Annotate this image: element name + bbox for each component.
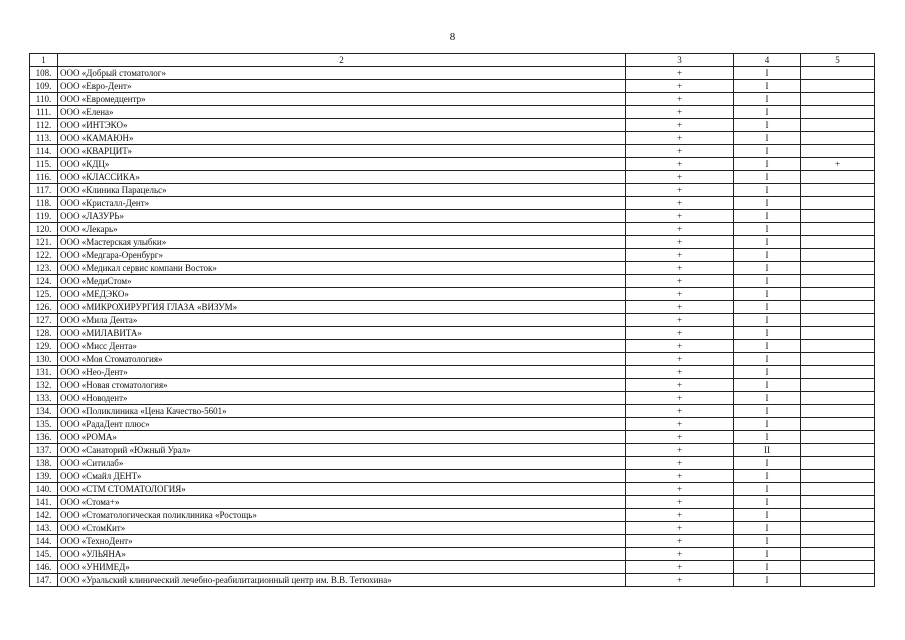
column-5-mark-cell xyxy=(801,249,875,262)
row-number-cell: 128. xyxy=(30,327,58,340)
page-number: 8 xyxy=(449,31,456,43)
row-number-cell: 112. xyxy=(30,119,58,132)
column-3-mark-cell: + xyxy=(626,327,734,340)
row-number-cell: 133. xyxy=(30,392,58,405)
header-row xyxy=(30,54,875,67)
row-number-cell: 118. xyxy=(30,197,58,210)
column-4-category-cell: I xyxy=(734,418,801,431)
table-row xyxy=(30,483,875,496)
column-header-4: 4 xyxy=(734,54,801,67)
column-3-mark-cell: + xyxy=(626,444,734,457)
column-4-category-cell: I xyxy=(734,210,801,223)
row-number-cell: 117. xyxy=(30,184,58,197)
column-3-mark-cell: + xyxy=(626,236,734,249)
organization-name-cell: ООО «МЕДЭКО» xyxy=(58,288,626,301)
row-number-cell: 126. xyxy=(30,301,58,314)
column-3-mark-cell: + xyxy=(626,80,734,93)
table-row xyxy=(30,561,875,574)
table-row xyxy=(30,132,875,145)
column-4-category-cell: I xyxy=(734,509,801,522)
column-4-category-cell: I xyxy=(734,561,801,574)
table-row xyxy=(30,210,875,223)
table-row xyxy=(30,353,875,366)
column-3-mark-cell: + xyxy=(626,392,734,405)
table-row xyxy=(30,509,875,522)
table-row xyxy=(30,314,875,327)
column-3-mark-cell: + xyxy=(626,67,734,80)
organization-name-cell: ООО «Мила Дента» xyxy=(58,314,626,327)
organization-name-cell: ООО «КАМАЮН» xyxy=(58,132,626,145)
column-5-mark-cell xyxy=(801,145,875,158)
column-5-mark-cell xyxy=(801,483,875,496)
column-3-mark-cell: + xyxy=(626,301,734,314)
column-3-mark-cell: + xyxy=(626,418,734,431)
column-4-category-cell: I xyxy=(734,431,801,444)
row-number-cell: 135. xyxy=(30,418,58,431)
organization-name-cell: ООО «УЛЬЯНА» xyxy=(58,548,626,561)
column-5-mark-cell xyxy=(801,301,875,314)
table-row xyxy=(30,379,875,392)
column-4-category-cell: I xyxy=(734,132,801,145)
column-5-mark-cell xyxy=(801,327,875,340)
organization-name-cell: ООО «Нео-Дент» xyxy=(58,366,626,379)
column-4-category-cell: I xyxy=(734,249,801,262)
organization-name-cell: ООО «УНИМЕД» xyxy=(58,561,626,574)
organization-name-cell: ООО «Уральский клинический лечебно-реабилитационный центр им. В.В. Тетюхина» xyxy=(58,574,626,587)
row-number-cell: 132. xyxy=(30,379,58,392)
column-3-mark-cell: + xyxy=(626,366,734,379)
organization-name-cell: ООО «Новая стоматология» xyxy=(58,379,626,392)
column-3-mark-cell: + xyxy=(626,262,734,275)
column-4-category-cell: I xyxy=(734,405,801,418)
row-number-cell: 137. xyxy=(30,444,58,457)
table-row xyxy=(30,236,875,249)
column-5-mark-cell xyxy=(801,535,875,548)
column-3-mark-cell: + xyxy=(626,535,734,548)
organization-name-cell: ООО «Стома+» xyxy=(58,496,626,509)
column-4-category-cell: I xyxy=(734,535,801,548)
row-number-cell: 136. xyxy=(30,431,58,444)
column-4-category-cell: I xyxy=(734,470,801,483)
column-5-mark-cell xyxy=(801,366,875,379)
table-row xyxy=(30,470,875,483)
column-5-mark-cell xyxy=(801,288,875,301)
row-number-cell: 116. xyxy=(30,171,58,184)
row-number-cell: 130. xyxy=(30,353,58,366)
column-4-category-cell: II xyxy=(734,444,801,457)
column-4-category-cell: I xyxy=(734,379,801,392)
row-number-cell: 120. xyxy=(30,223,58,236)
organization-name-cell: ООО «Санаторий «Южный Урал» xyxy=(58,444,626,457)
table-row xyxy=(30,522,875,535)
organization-name-cell: ООО «Кристалл-Дент» xyxy=(58,197,626,210)
column-3-mark-cell: + xyxy=(626,288,734,301)
table-row xyxy=(30,288,875,301)
column-3-mark-cell: + xyxy=(626,275,734,288)
column-5-mark-cell xyxy=(801,106,875,119)
organization-name-cell: ООО «Смайл ДЕНТ» xyxy=(58,470,626,483)
row-number-cell: 142. xyxy=(30,509,58,522)
column-4-category-cell: I xyxy=(734,223,801,236)
column-5-mark-cell: + xyxy=(801,158,875,171)
organization-name-cell: ООО «ИНТЭКО» xyxy=(58,119,626,132)
row-number-cell: 119. xyxy=(30,210,58,223)
column-4-category-cell: I xyxy=(734,340,801,353)
table-row xyxy=(30,535,875,548)
column-3-mark-cell: + xyxy=(626,379,734,392)
table-row xyxy=(30,67,875,80)
column-5-mark-cell xyxy=(801,223,875,236)
column-5-mark-cell xyxy=(801,67,875,80)
row-number-cell: 134. xyxy=(30,405,58,418)
column-4-category-cell: I xyxy=(734,366,801,379)
organization-name-cell: ООО «Елена» xyxy=(58,106,626,119)
row-number-cell: 123. xyxy=(30,262,58,275)
column-4-category-cell: I xyxy=(734,353,801,366)
column-5-mark-cell xyxy=(801,93,875,106)
column-4-category-cell: I xyxy=(734,262,801,275)
table-row xyxy=(30,223,875,236)
column-4-category-cell: I xyxy=(734,93,801,106)
table-row xyxy=(30,106,875,119)
column-4-category-cell: I xyxy=(734,288,801,301)
table-row xyxy=(30,444,875,457)
table-row xyxy=(30,431,875,444)
organization-name-cell: ООО «Стоматологическая поликлиника «Ростощь» xyxy=(58,509,626,522)
table-row xyxy=(30,249,875,262)
table-row xyxy=(30,158,875,171)
column-4-category-cell: I xyxy=(734,574,801,587)
column-4-category-cell: I xyxy=(734,301,801,314)
row-number-cell: 125. xyxy=(30,288,58,301)
column-4-category-cell: I xyxy=(734,184,801,197)
column-5-mark-cell xyxy=(801,509,875,522)
row-number-cell: 111. xyxy=(30,106,58,119)
row-number-cell: 141. xyxy=(30,496,58,509)
row-number-cell: 121. xyxy=(30,236,58,249)
column-4-category-cell: I xyxy=(734,106,801,119)
column-5-mark-cell xyxy=(801,353,875,366)
organization-name-cell: ООО «СТМ СТОМАТОЛОГИЯ» xyxy=(58,483,626,496)
column-4-category-cell: I xyxy=(734,496,801,509)
column-5-mark-cell xyxy=(801,171,875,184)
column-5-mark-cell xyxy=(801,262,875,275)
column-5-mark-cell xyxy=(801,132,875,145)
column-5-mark-cell xyxy=(801,210,875,223)
column-5-mark-cell xyxy=(801,392,875,405)
column-4-category-cell: I xyxy=(734,197,801,210)
column-3-mark-cell: + xyxy=(626,483,734,496)
registry-table xyxy=(29,53,875,587)
row-number-cell: 145. xyxy=(30,548,58,561)
row-number-cell: 114. xyxy=(30,145,58,158)
table-row xyxy=(30,392,875,405)
row-number-cell: 147. xyxy=(30,574,58,587)
column-4-category-cell: I xyxy=(734,275,801,288)
organization-name-cell: ООО «Ситилаб» xyxy=(58,457,626,470)
column-3-mark-cell: + xyxy=(626,574,734,587)
row-number-cell: 138. xyxy=(30,457,58,470)
column-5-mark-cell xyxy=(801,340,875,353)
table-row xyxy=(30,171,875,184)
table-row xyxy=(30,327,875,340)
column-5-mark-cell xyxy=(801,496,875,509)
column-4-category-cell: I xyxy=(734,457,801,470)
organization-name-cell: ООО «Поликлиника «Цена Качество-5601» xyxy=(58,405,626,418)
column-3-mark-cell: + xyxy=(626,106,734,119)
table-row xyxy=(30,93,875,106)
organization-name-cell: ООО «МедиСтом» xyxy=(58,275,626,288)
column-3-mark-cell: + xyxy=(626,431,734,444)
organization-name-cell: ООО «Евромедцентр» xyxy=(58,93,626,106)
column-3-mark-cell: + xyxy=(626,145,734,158)
row-number-cell: 129. xyxy=(30,340,58,353)
organization-name-cell: ООО «Мастерская улыбки» xyxy=(58,236,626,249)
organization-name-cell: ООО «КЛАССИКА» xyxy=(58,171,626,184)
table-row xyxy=(30,574,875,587)
column-5-mark-cell xyxy=(801,444,875,457)
organization-name-cell: ООО «Лекарь» xyxy=(58,223,626,236)
column-4-category-cell: I xyxy=(734,392,801,405)
column-5-mark-cell xyxy=(801,184,875,197)
column-5-mark-cell xyxy=(801,119,875,132)
column-3-mark-cell: + xyxy=(626,496,734,509)
column-5-mark-cell xyxy=(801,405,875,418)
column-4-category-cell: I xyxy=(734,522,801,535)
row-number-cell: 113. xyxy=(30,132,58,145)
column-4-category-cell: I xyxy=(734,119,801,132)
table-row xyxy=(30,119,875,132)
table-row xyxy=(30,262,875,275)
column-5-mark-cell xyxy=(801,548,875,561)
column-3-mark-cell: + xyxy=(626,158,734,171)
column-3-mark-cell: + xyxy=(626,509,734,522)
row-number-cell: 127. xyxy=(30,314,58,327)
organization-name-cell: ООО «МИКРОХИРУРГИЯ ГЛАЗА «ВИЗУМ» xyxy=(58,301,626,314)
column-4-category-cell: I xyxy=(734,145,801,158)
organization-name-cell: ООО «ЛАЗУРЬ» xyxy=(58,210,626,223)
column-3-mark-cell: + xyxy=(626,197,734,210)
organization-name-cell: ООО «Мисс Дента» xyxy=(58,340,626,353)
column-3-mark-cell: + xyxy=(626,405,734,418)
organization-name-cell: ООО «МИЛАВИТА» xyxy=(58,327,626,340)
column-4-category-cell: I xyxy=(734,548,801,561)
column-header-1: 1 xyxy=(30,54,58,67)
column-5-mark-cell xyxy=(801,80,875,93)
table-row xyxy=(30,418,875,431)
table-row xyxy=(30,197,875,210)
row-number-cell: 109. xyxy=(30,80,58,93)
organization-name-cell: ООО «ТехноДент» xyxy=(58,535,626,548)
column-4-category-cell: I xyxy=(734,483,801,496)
organization-name-cell: ООО «КВАРЦИТ» xyxy=(58,145,626,158)
column-3-mark-cell: + xyxy=(626,132,734,145)
column-header-5: 5 xyxy=(801,54,875,67)
organization-name-cell: ООО «РОМА» xyxy=(58,431,626,444)
column-5-mark-cell xyxy=(801,275,875,288)
organization-name-cell: ООО «Медикал сервис компани Восток» xyxy=(58,262,626,275)
column-4-category-cell: I xyxy=(734,158,801,171)
column-3-mark-cell: + xyxy=(626,249,734,262)
column-3-mark-cell: + xyxy=(626,171,734,184)
column-3-mark-cell: + xyxy=(626,210,734,223)
row-number-cell: 144. xyxy=(30,535,58,548)
column-3-mark-cell: + xyxy=(626,223,734,236)
row-number-cell: 146. xyxy=(30,561,58,574)
row-number-cell: 139. xyxy=(30,470,58,483)
row-number-cell: 122. xyxy=(30,249,58,262)
column-header-2: 2 xyxy=(58,54,626,67)
table-row xyxy=(30,301,875,314)
column-5-mark-cell xyxy=(801,522,875,535)
column-5-mark-cell xyxy=(801,236,875,249)
row-number-cell: 140. xyxy=(30,483,58,496)
column-5-mark-cell xyxy=(801,314,875,327)
column-4-category-cell: I xyxy=(734,327,801,340)
column-3-mark-cell: + xyxy=(626,548,734,561)
column-3-mark-cell: + xyxy=(626,561,734,574)
column-5-mark-cell xyxy=(801,418,875,431)
column-3-mark-cell: + xyxy=(626,470,734,483)
table-row xyxy=(30,184,875,197)
table-row xyxy=(30,496,875,509)
column-3-mark-cell: + xyxy=(626,457,734,470)
row-number-cell: 143. xyxy=(30,522,58,535)
row-number-cell: 108. xyxy=(30,67,58,80)
organization-name-cell: ООО «РадаДент плюс» xyxy=(58,418,626,431)
organization-name-cell: ООО «КДЦ» xyxy=(58,158,626,171)
column-3-mark-cell: + xyxy=(626,93,734,106)
table-row xyxy=(30,275,875,288)
column-3-mark-cell: + xyxy=(626,184,734,197)
table-row xyxy=(30,80,875,93)
column-4-category-cell: I xyxy=(734,67,801,80)
row-number-cell: 115. xyxy=(30,158,58,171)
table-row xyxy=(30,340,875,353)
table-row xyxy=(30,405,875,418)
column-3-mark-cell: + xyxy=(626,522,734,535)
column-4-category-cell: I xyxy=(734,236,801,249)
table-row xyxy=(30,457,875,470)
column-5-mark-cell xyxy=(801,574,875,587)
column-5-mark-cell xyxy=(801,379,875,392)
table-row xyxy=(30,366,875,379)
row-number-cell: 110. xyxy=(30,93,58,106)
organization-name-cell: ООО «Евро-Дент» xyxy=(58,80,626,93)
column-header-3: 3 xyxy=(626,54,734,67)
column-3-mark-cell: + xyxy=(626,353,734,366)
organization-name-cell: ООО «Клиника Парацельс» xyxy=(58,184,626,197)
column-5-mark-cell xyxy=(801,457,875,470)
organization-name-cell: ООО «Новодент» xyxy=(58,392,626,405)
organization-name-cell: ООО «Моя Стоматология» xyxy=(58,353,626,366)
column-3-mark-cell: + xyxy=(626,340,734,353)
organization-name-cell: ООО «Медгара-Оренбург» xyxy=(58,249,626,262)
organization-name-cell: ООО «Добрый стоматолог» xyxy=(58,67,626,80)
row-number-cell: 124. xyxy=(30,275,58,288)
table-row xyxy=(30,548,875,561)
column-5-mark-cell xyxy=(801,431,875,444)
row-number-cell: 131. xyxy=(30,366,58,379)
column-5-mark-cell xyxy=(801,197,875,210)
column-5-mark-cell xyxy=(801,561,875,574)
column-4-category-cell: I xyxy=(734,80,801,93)
organization-name-cell: ООО «СтомКит» xyxy=(58,522,626,535)
table-row xyxy=(30,145,875,158)
column-3-mark-cell: + xyxy=(626,314,734,327)
column-5-mark-cell xyxy=(801,470,875,483)
column-4-category-cell: I xyxy=(734,171,801,184)
column-3-mark-cell: + xyxy=(626,119,734,132)
column-4-category-cell: I xyxy=(734,314,801,327)
